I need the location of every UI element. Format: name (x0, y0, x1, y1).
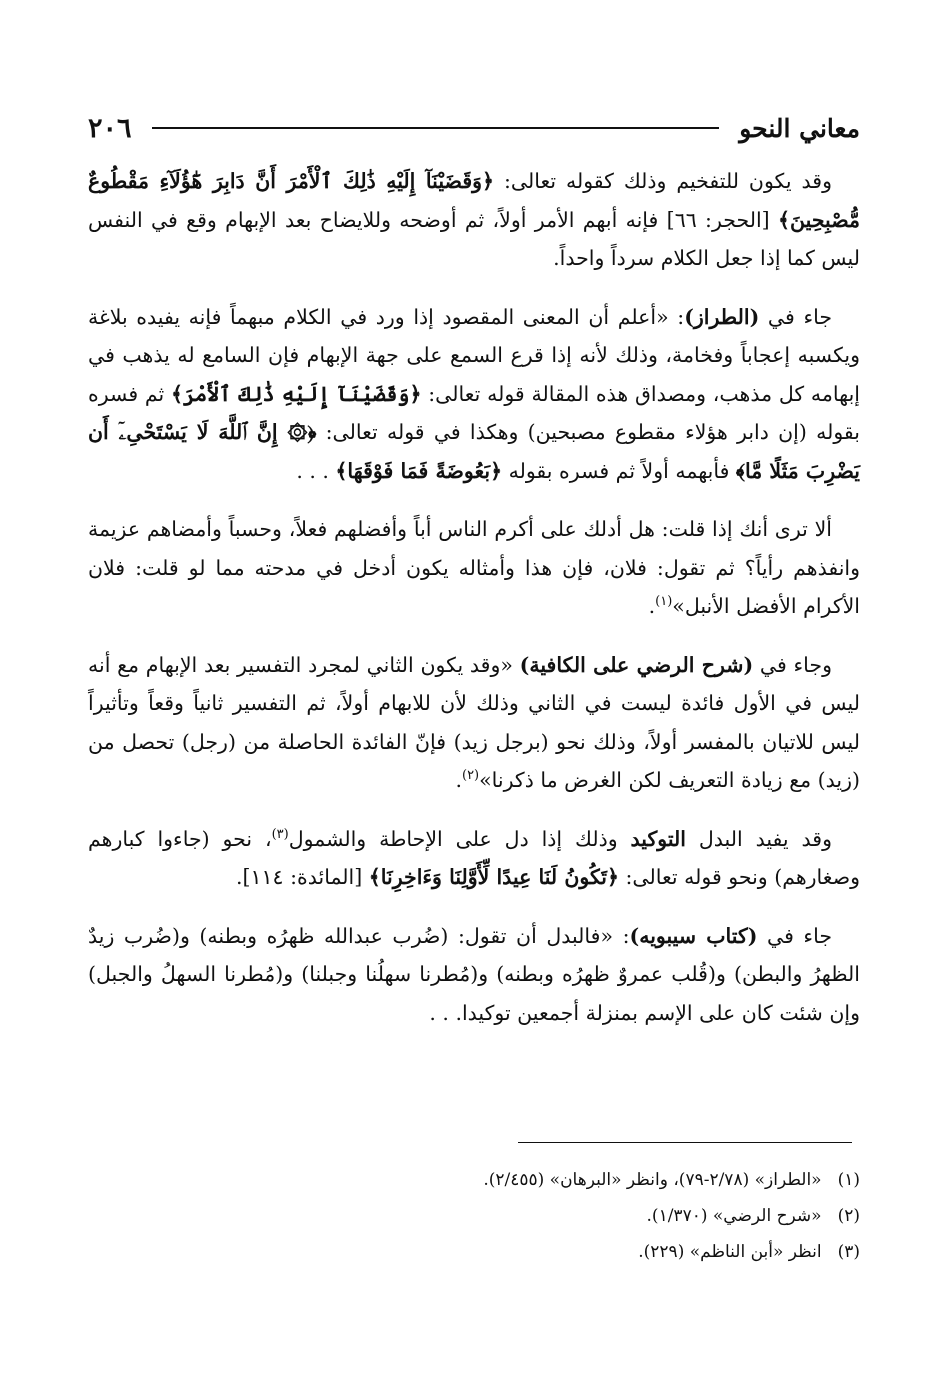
footnote-text: «الطراز» (٢/٧٨-٧٩)، وانظر «البرهان» (٢/٤٥٥). (483, 1170, 822, 1190)
paragraph-5: وقد يفيد البدل التوكيد وذلك إذا دل على الإحاطة والشمول$^{(٣)}$، نحو (جاءوا كبارهم وصغارهم) ونحو قوله تعالى: ﴿تَكُونُ لَنَا عِيدًا لِّأَوَّلِنَا وَءَاخِرِنَا﴾ [المائدة: ١١٤]. (88, 826, 860, 889)
footnote-3 (88, 1234, 860, 1270)
footnote-text: انظر «أبن الناظم» (٢٢٩). (638, 1242, 822, 1262)
paragraph-1: وقد يكون للتفخيم وذلك كقوله تعالى: ﴿وَقَضَيْنَآ إِلَيْهِ ذَٰلِكَ ٱلْأَمْرَ أَنَّ دَابِرَ هَٰٓؤُلَآءِ مَقْطُوعٌ مُّصْبِحِينَ﴾ [الحجر: ٦٦] فإنه أبهم الأمر أولاً، ثم أوضحه وللايضاح بعد الإبهام وقع في النفس ليس كما إذا جعل الكلام سرداً واحداً. (88, 169, 860, 270)
source-title: (كتاب سيبويه) (629, 923, 758, 948)
term-emphasis: التوكيد (630, 826, 686, 851)
footnote-ref-3[interactable]: (٣) (271, 826, 289, 842)
page-number: ٢٠٦ (88, 112, 132, 144)
footnote-ref-2[interactable]: (٢) (461, 768, 480, 784)
footnote-separator (518, 1142, 852, 1143)
quran-verse: ﴿وَقَضَيْنَآ إِلَيْهِ ذَٰلِكَ ٱلْأَمْرَ أَنَّ دَابِرَ هَٰٓؤُلَآءِ مَقْطُوعٌ مُّصْبِحِينَ﴾ (88, 169, 860, 232)
source-title: (شرح الرضي على الكافية) (519, 652, 754, 677)
footnote-text: «شرح الرضي» (١/٣٧٠). (646, 1206, 822, 1226)
page-header (88, 108, 860, 148)
running-title: معاني النحو (739, 113, 860, 143)
paragraph-3: ألا ترى أنك إذا قلت: هل أدلك على أكرم الناس أباً وأفضلهم فعلاً، وحسباً وأمضاهم عزيمة وانفذهم رأياً؟ ثم تقول: فلان، فإن هذا وأمثاله يكون أدخل في مدحته مما لو قلت: فلان الأكرام الأفضل الأنبل»$^{(١)}$. (88, 517, 860, 618)
main-text (88, 162, 860, 1052)
paragraph-6: جاء في (كتاب سيبويه): «فالبدل أن تقول: (ضُرب عبدالله ظهرُه وبطنه) و(ضُرب زيدٌ الظهرُ والبطن) و(قُلب عمروٌ ظهرُه وبطنه) و(مُطرنا سهلُنا وجبلنا) و(مُطرنا السهلُ والجبل) وإن شئت كان على الإسم بمنزلة أجمعين توكيدا. . . (88, 923, 860, 1025)
footnote-ref-1[interactable]: (١) (655, 594, 673, 610)
footnote-number: (١) (837, 1170, 860, 1190)
footnote-number: (٢) (837, 1206, 860, 1226)
source-title: (الطراز) (684, 304, 760, 329)
paragraph-2: جاء في (الطراز): «أعلم أن المعنى المقصود إذا ورد في الكلام مبهماً فإنه يفيده بلاغة ويكسبه إعجاباً وفخامة، وذلك لأنه إذا قرع السمع على جهة الإبهام فإن السامع له يذهب في إبهامه كل مذهب، ومصداق هذه المقالة قوله تعالى: ﴿وَقَضَيْنَآ إِلَيْهِ ذَٰلِكَ ٱلْأَمْرَ﴾ ثم فسره بقوله (إن دابر هؤلاء مقطوع مصبحين) وهكذا في قوله تعالى: ﴿۞ إِنَّ ٱللَّهَ لَا يَسْتَحْىِۦٓ أَن يَضْرِبَ مَثَلًا مَّا﴾ فأبهمه أولاً ثم فسره بقوله ﴿بَعُوضَةً فَمَا فَوْقَهَا﴾ . . . (88, 304, 861, 483)
quran-verse: ﴿وَقَضَيْنَآ إِلَيْهِ ذَٰلِكَ ٱلْأَمْرَ﴾ (171, 381, 422, 406)
quran-verse: ﴿تَكُونُ لَنَا عِيدًا لِّأَوَّلِنَا وَءَاخِرِنَا﴾ (368, 865, 619, 889)
footnote-1 (88, 1162, 860, 1198)
footnote-number: (٣) (837, 1242, 860, 1262)
footnote-2 (88, 1198, 860, 1234)
header-rule (152, 127, 720, 129)
quran-verse: ﴿بَعُوضَةً فَمَا فَوْقَهَا﴾ (335, 458, 503, 483)
paragraph-4: وجاء في (شرح الرضي على الكافية) «وقد يكون الثاني لمجرد التفسير بعد الإبهام مع أنه ليس في الأول فائدة ليست في الثاني وذلك لأن للابهام أولاً، ثم التفسير ثانياً وقعاً وتأثيراً ليس للاتيان بالمفسر أولاً، وذلك نحو (برجل زيد) فإنّ الفائدة الحاصلة من (رجل) تحصل من (زيد) مع زيادة التعريف لكن الغرض ما ذكرنا»$^{(٢)}$. (88, 652, 860, 792)
quran-verse: ﴿۞ إِنَّ ٱللَّهَ لَا يَسْتَحْىِۦٓ أَن يَضْرِبَ مَثَلًا مَّا﴾ (88, 420, 860, 483)
footnotes (88, 1162, 860, 1270)
